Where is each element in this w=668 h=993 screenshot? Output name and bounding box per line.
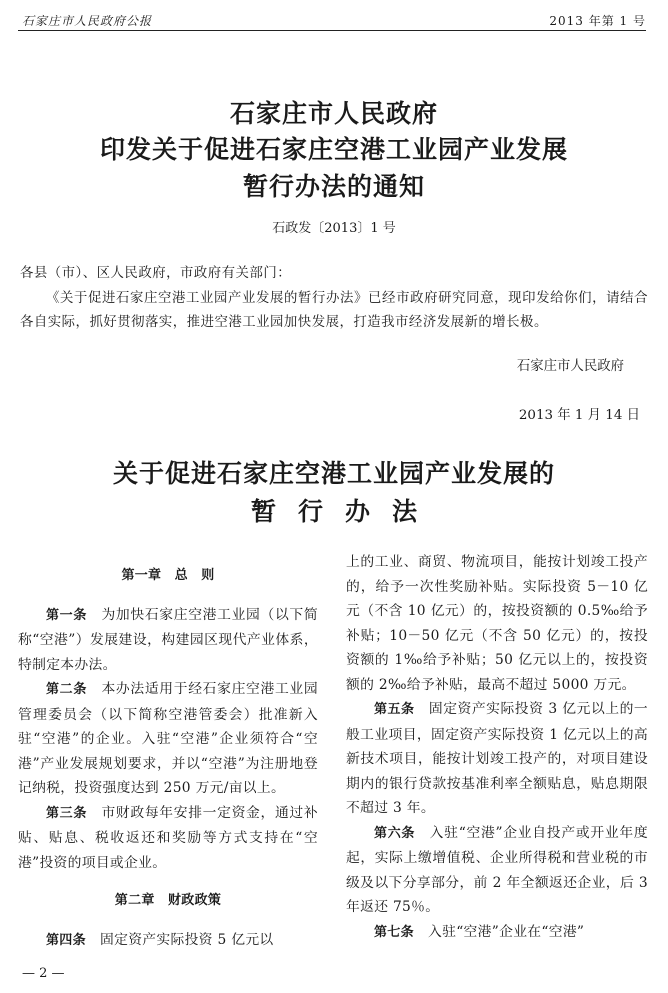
left-column (18, 550, 318, 953)
notice-title-line-1: 石家庄市人民政府 (229, 99, 438, 128)
notice-title-line-2: 印发关于促进石家庄空港工业园产业发展 (99, 135, 568, 164)
measures-title-line-1: 关于促进石家庄空港工业园产业发展的 (112, 459, 555, 488)
page-number: — 2 — (22, 966, 65, 981)
publication-name: 石家庄市人民政府公报 (22, 14, 153, 28)
article-text: 固定资产实际投资 3 亿元以上的一般工业项目，固定资产实际投资 1 亿元以上的高新技术项目，能按计划竣工投产的，对项目建设期内的银行贷款按基准利率全额贴息，贴息期限不超过 3 年。 (346, 701, 648, 816)
issue-number: 2013 年第 1 号 (549, 14, 646, 28)
article-label: 第五条 (374, 702, 415, 717)
running-header (18, 8, 646, 31)
article-1 (18, 603, 318, 678)
article-label: 第一条 (46, 607, 87, 623)
article-4 (18, 928, 318, 954)
article-label: 第四条 (46, 932, 86, 948)
addressee: 各县（市）、区人民政府，市政府有关部门： (20, 266, 292, 281)
article-text: 市财政每年安排一定资金，通过补贴、贴息、税收返还和奖励等方式支持在“空港”投资的项目或企业。 (18, 804, 318, 871)
chapter-heading: 第一章 总 则 (121, 568, 215, 583)
article-text: 入驻“空港”企业在“空港” (413, 923, 585, 940)
measures-title-line-2: 暂行办法 (250, 497, 439, 526)
article-text: 本办法适用于经石家庄空港工业园管理委员会（以下简称空港管委会）批准新入驻“空港”的企业。入驻“空港”企业须符合“空港”产业发展规划要求，并以“空港”为注册地登记纳税，投资强度达到 250 万元/亩以上。 (18, 681, 318, 796)
article-label: 第三条 (46, 805, 87, 821)
right-column (346, 550, 648, 945)
chapter-heading: 第二章 财政政策 (114, 893, 222, 908)
notice-title-line-3: 暂行办法的通知 (242, 172, 425, 201)
issue-date: 2013 年 1 月 14 日 (518, 408, 640, 423)
article-text: 为加快石家庄空港工业园（以下简称“空港”）发展建设，构建园区现代产业体系，特制定本办法。 (18, 606, 318, 673)
article-3 (18, 801, 318, 876)
article-2 (18, 677, 318, 801)
document-number: 石政发〔2013〕1 号 (272, 221, 396, 236)
article-4-continued: 上的工业、商贸、物流项目，能按计划竣工投产的，给予一次性奖励补贴。实际投资 5－10 亿元（不含 10 亿元）的，按投资额的 0.5‰给予补贴；10－50 亿元（不含 50 亿元）的，按投资额的 1‰给予补贴；50 亿元以上的，按投资额的 2‰给予补贴，最高不超过 5000 万元。 (346, 554, 648, 693)
article-7 (346, 920, 648, 946)
article-text: 入驻“空港”企业自投产或开业年度起，实际上缴增值税、企业所得税和营业税的市级及以下分享部分，前 2 年全额返还企业，后 3 年返还 75％。 (346, 824, 648, 915)
article-5 (346, 697, 648, 821)
article-6 (346, 821, 648, 920)
article-label: 第七条 (374, 924, 414, 940)
article-label: 第二条 (46, 682, 87, 697)
signature: 石家庄市人民政府 (516, 359, 624, 374)
notice-body: 《关于促进石家庄空港工业园产业发展的暂行办法》已经市政府研究同意，现印发给你们，请结合各自实际，抓好贯彻落实，推进空港工业园加快发展，打造我市经济发展新的增长极。 (20, 291, 648, 330)
article-label: 第六条 (374, 825, 416, 841)
article-text: 固定资产实际投资 5 亿元以 (85, 931, 274, 948)
